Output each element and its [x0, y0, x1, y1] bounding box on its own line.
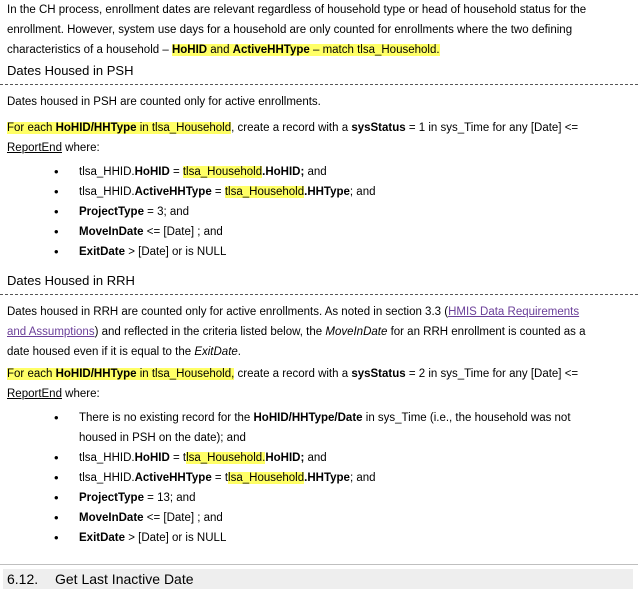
- text: There is no existing record for the: [79, 412, 254, 424]
- text: date housed even if it is equal to the: [7, 346, 195, 358]
- bold-term: HoHID: [171, 44, 208, 56]
- text: <= [Date] ; and: [143, 226, 223, 238]
- psh-rule: [7, 118, 632, 158]
- bold-term: HoHID: [134, 452, 170, 464]
- rrh-description: [7, 302, 632, 362]
- rrh-rule-line-2: [7, 384, 632, 404]
- highlight: tlsa_Household: [224, 186, 305, 198]
- list-item: [54, 202, 618, 222]
- text: , create a record with a: [231, 122, 352, 134]
- italic-term: ExitDate: [194, 346, 238, 358]
- bold-term: ActiveHHType: [134, 186, 212, 198]
- text: – match tlsa_Household.: [309, 44, 440, 56]
- text: = 3; and: [143, 206, 190, 218]
- bold-term: ExitDate: [79, 246, 126, 258]
- text: create a record with a: [234, 368, 352, 380]
- report-end-term: ReportEnd: [7, 142, 62, 154]
- italic-term: MoveInDate: [325, 326, 388, 338]
- list-item: [54, 448, 618, 468]
- bold-term: sysStatus: [351, 122, 406, 134]
- text: ) and reflected in the criteria listed below, the: [94, 326, 326, 338]
- text: <= [Date] ; and: [143, 512, 223, 524]
- text: > [Date] or is NULL: [125, 246, 227, 258]
- text: Dates housed in RRH are counted only for active enrollments. As noted in section 3.3 (: [7, 306, 449, 318]
- bold-term: HoHID;: [265, 452, 305, 464]
- highlight: lsa_Household: [228, 472, 305, 484]
- bold-term: ProjectType: [79, 206, 144, 218]
- list-item: [54, 468, 618, 488]
- section-heading-6-12: [3, 569, 633, 589]
- list-item: [54, 162, 618, 182]
- text: for an RRH enrollment is counted as a: [387, 326, 586, 338]
- list-item: [54, 528, 618, 548]
- text: in sys_Time (i.e., the household was not: [362, 412, 571, 424]
- text: in tlsa_Household: [136, 122, 232, 134]
- text: housed in PSH on the date); and: [79, 432, 246, 444]
- list-item: [54, 222, 618, 242]
- text: where:: [61, 142, 100, 154]
- text: and: [304, 452, 327, 464]
- highlight: tlsa_Household: [182, 166, 263, 178]
- bold-term: HoHID: [134, 166, 170, 178]
- bold-term: MoveInDate: [79, 512, 144, 524]
- text: where:: [61, 388, 100, 400]
- list-item: [54, 182, 618, 202]
- text: = 1 in sys_Time for any [Date] <=: [405, 122, 579, 134]
- bold-term: HoHID/HHType: [55, 122, 137, 134]
- bold-term: ActiveHHType: [134, 472, 212, 484]
- text: in tlsa_Household,: [136, 368, 235, 380]
- highlight: lsa_Household.: [186, 452, 266, 464]
- text: and: [207, 44, 233, 56]
- text: =: [169, 166, 183, 178]
- text: and: [304, 166, 327, 178]
- list-item: [54, 242, 618, 262]
- psh-rule-line-2: [7, 138, 632, 158]
- highlight: [7, 368, 234, 380]
- list-item: [54, 508, 618, 528]
- text: =: [211, 186, 225, 198]
- bold-term: HoHID/HHType: [55, 368, 137, 380]
- text: For each: [7, 368, 56, 380]
- text: tlsa_HHID.: [79, 166, 135, 178]
- text: tlsa_HHID.: [79, 472, 135, 484]
- intro-text: characteristics of a household –: [7, 44, 172, 56]
- bold-term: ExitDate: [79, 532, 126, 544]
- intro-line-3: [7, 40, 632, 60]
- dashed-divider: [0, 84, 638, 85]
- psh-rule-line-1: [7, 118, 632, 138]
- dashed-divider: [0, 294, 638, 295]
- page-divider: [0, 564, 638, 565]
- bold-term: .HHType: [304, 472, 350, 484]
- hmis-data-requirements-link[interactable]: and Assumptions: [7, 326, 95, 338]
- bold-term: MoveInDate: [79, 226, 144, 238]
- section-title-psh: Dates Housed in PSH: [7, 63, 134, 78]
- bold-term: HoHID/HHType/Date: [253, 412, 363, 424]
- bold-term: .HoHID;: [262, 166, 305, 178]
- highlight: [7, 122, 231, 134]
- text: tlsa_HHID.: [79, 186, 135, 198]
- bold-term: sysStatus: [351, 368, 406, 380]
- rrh-criteria-list: [54, 408, 618, 548]
- section-heading-title: Get Last Inactive Date: [55, 571, 194, 587]
- rrh-desc-line-1: [7, 302, 632, 322]
- rrh-desc-line-3: [7, 342, 632, 362]
- rrh-desc-line-2: [7, 322, 632, 342]
- text: .: [237, 346, 241, 358]
- highlight: [172, 44, 440, 56]
- text: For each: [7, 122, 56, 134]
- section-number: 6.12.: [7, 571, 39, 587]
- section-title-rrh: Dates Housed in RRH: [7, 273, 135, 288]
- psh-criteria-list: [54, 162, 618, 262]
- rrh-rule: [7, 364, 632, 404]
- intro-line-2: enrollment. However, system use days for a household are only counted for enrollments where the two defining: [7, 24, 573, 36]
- text: tlsa_HHID.: [79, 452, 135, 464]
- rrh-rule-line-1: [7, 364, 632, 384]
- psh-description: Dates housed in PSH are counted only for active enrollments.: [7, 96, 321, 108]
- text: = t: [211, 472, 229, 484]
- bold-term: ActiveHHType: [232, 44, 310, 56]
- list-item: [54, 488, 618, 508]
- text: ; and: [349, 186, 376, 198]
- text: = t: [169, 452, 187, 464]
- intro-paragraph: [7, 0, 632, 60]
- hmis-data-requirements-link[interactable]: HMIS Data Requirements: [448, 306, 580, 318]
- list-item: [54, 408, 618, 448]
- bold-term: ProjectType: [79, 492, 144, 504]
- text: > [Date] or is NULL: [125, 532, 227, 544]
- text: = 2 in sys_Time for any [Date] <=: [405, 368, 579, 380]
- report-end-term: ReportEnd: [7, 388, 62, 400]
- intro-line-1: In the CH process, enrollment dates are relevant regardless of household type or head of household status for the: [7, 4, 587, 16]
- text: ; and: [349, 472, 376, 484]
- bold-term: .HHType: [304, 186, 350, 198]
- text: = 13; and: [143, 492, 196, 504]
